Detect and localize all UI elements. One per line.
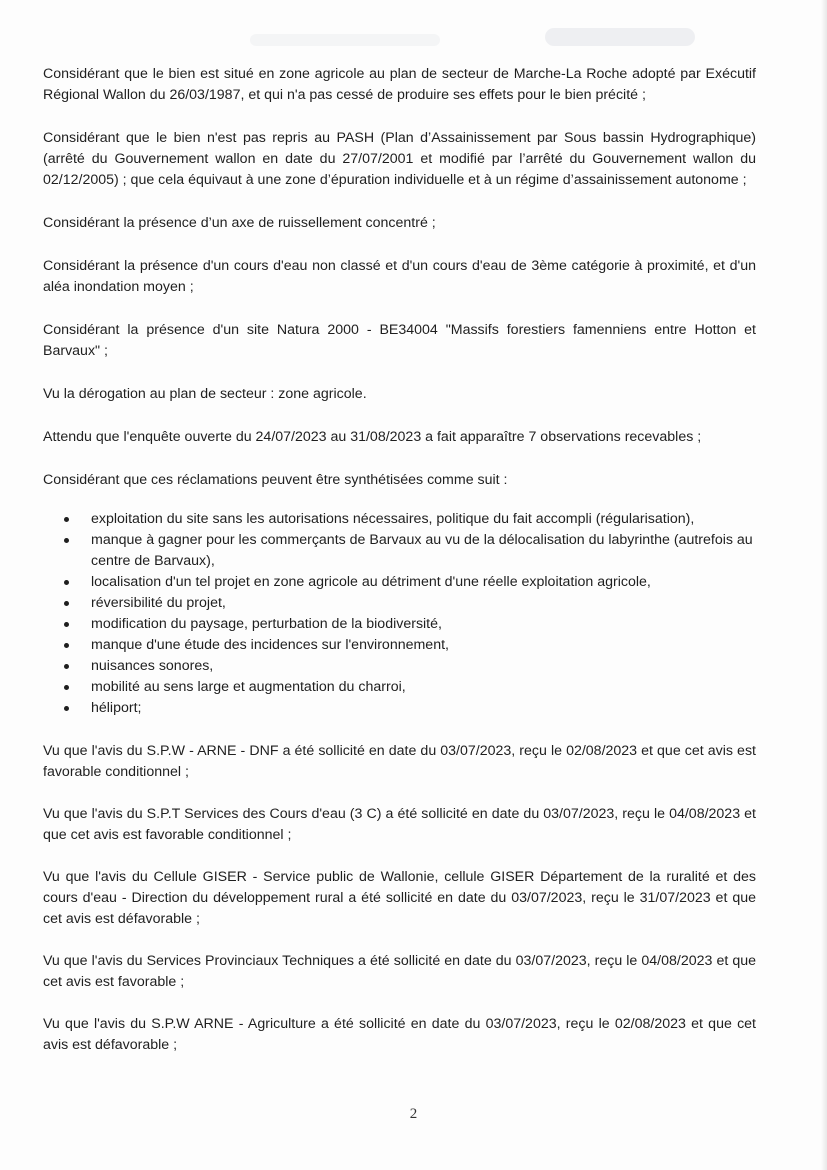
scan-edge-shadow <box>821 0 827 1170</box>
paragraph: Considérant la présence d’un axe de ruissellement concentré ; <box>43 215 436 231</box>
paragraph: Vu que l'avis du Cellule GISER - Service public de Wallonie, cellule GISER Département de la ruralité et des cours d'eau - Direction du développement rural a été sollicité en date du 03/07/2023, reçu le 31/07/2023 et que cet avis est défavorable ; <box>43 869 756 927</box>
bullet-icon <box>64 664 69 669</box>
bullet-icon <box>64 601 69 606</box>
list-item <box>91 656 756 677</box>
bleed-through-mark <box>545 28 695 46</box>
paragraph: Considérant que ces réclamations peuvent être synthétisées comme suit : <box>43 472 508 488</box>
page-number: 2 <box>409 1106 418 1122</box>
complaints-list <box>43 509 756 719</box>
list-item-text: exploitation du site sans les autorisations nécessaires, politique du fait accompli (régularisation), <box>91 511 695 527</box>
paragraph: Vu que l'avis du S.P.W - ARNE - DNF a été sollicité en date du 03/07/2023, reçu le 02/08/2023 et que cet avis est favorable conditionnel ; <box>43 743 756 780</box>
list-item <box>91 593 756 614</box>
bullet-icon <box>64 685 69 690</box>
list-item-text: mobilité au sens large et augmentation du charroi, <box>91 679 406 695</box>
list-item <box>91 572 756 593</box>
bullet-icon <box>64 580 69 585</box>
bullet-icon <box>64 706 69 711</box>
paragraph: Considérant la présence d'un site Natura 2000 - BE34004 "Massifs forestiers famenniens entre Hotton et Barvaux" ; <box>43 322 756 359</box>
list-item-text: localisation d'un tel projet en zone agricole au détriment d'une réelle exploitation agricole, <box>91 574 651 590</box>
paragraph: Considérant que le bien est situé en zone agricole au plan de secteur de Marche-La Roche adopté par Exécutif Régional Wallon du 26/03/1987, et qui n'a pas cessé de produire ses effets pour le bien précité ; <box>43 66 756 103</box>
paragraph: Attendu que l'enquête ouverte du 24/07/2023 au 31/08/2023 a fait apparaître 7 observations recevables ; <box>43 429 702 445</box>
paragraph: Vu que l'avis du Services Provinciaux Techniques a été sollicité en date du 03/07/2023, reçu le 04/08/2023 et que cet avis est favorable ; <box>43 953 756 990</box>
paragraph: Vu que l'avis du S.P.W ARNE - Agriculture a été sollicité en date du 03/07/2023, reçu le 02/08/2023 et que cet avis est défavorable ; <box>43 1016 756 1053</box>
list-item-text: modification du paysage, perturbation de la biodiversité, <box>91 616 442 632</box>
list-item <box>91 530 756 572</box>
bullet-icon <box>64 643 69 648</box>
list-item-text: réversibilité du projet, <box>91 595 226 611</box>
list-item-text: nuisances sonores, <box>91 658 214 674</box>
paragraph: Vu la dérogation au plan de secteur : zone agricole. <box>43 386 367 402</box>
list-item-text: héliport; <box>91 700 142 716</box>
list-item <box>91 635 756 656</box>
list-item <box>91 677 756 698</box>
bullet-icon <box>64 517 69 522</box>
list-item-text: manque d'une étude des incidences sur l'environnement, <box>91 637 449 653</box>
list-item-text: manque à gagner pour les commerçants de Barvaux au vu de la délocalisation du labyrinthe (autrefois au centre de Barvaux), <box>91 532 753 569</box>
document-body <box>43 64 756 1077</box>
bullet-icon <box>64 622 69 627</box>
paragraph: Vu que l'avis du S.P.T Services des Cours d'eau (3 C) a été sollicité en date du 03/07/2023, reçu le 04/08/2023 et que cet avis est favorable conditionnel ; <box>43 806 756 843</box>
bullet-icon <box>64 538 69 543</box>
list-item <box>91 509 756 530</box>
paragraph: Considérant la présence d'un cours d'eau non classé et d'un cours d'eau de 3ème catégorie à proximité, et d'un aléa inondation moyen ; <box>43 258 756 295</box>
list-item <box>91 698 756 719</box>
list-item <box>91 614 756 635</box>
bleed-through-mark <box>250 34 440 46</box>
paragraph: Considérant que le bien n'est pas repris au PASH (Plan d’Assainissement par Sous bassin Hydrographique) (arrêté du Gouvernement wallon en date du 27/07/2001 et modifié par l’arrêté du Gouvernement wallon du 02/12/2005) ; que cela équivaut à une zone d’épuration individuelle et à un régime d’assainissement autonome ; <box>43 130 756 188</box>
